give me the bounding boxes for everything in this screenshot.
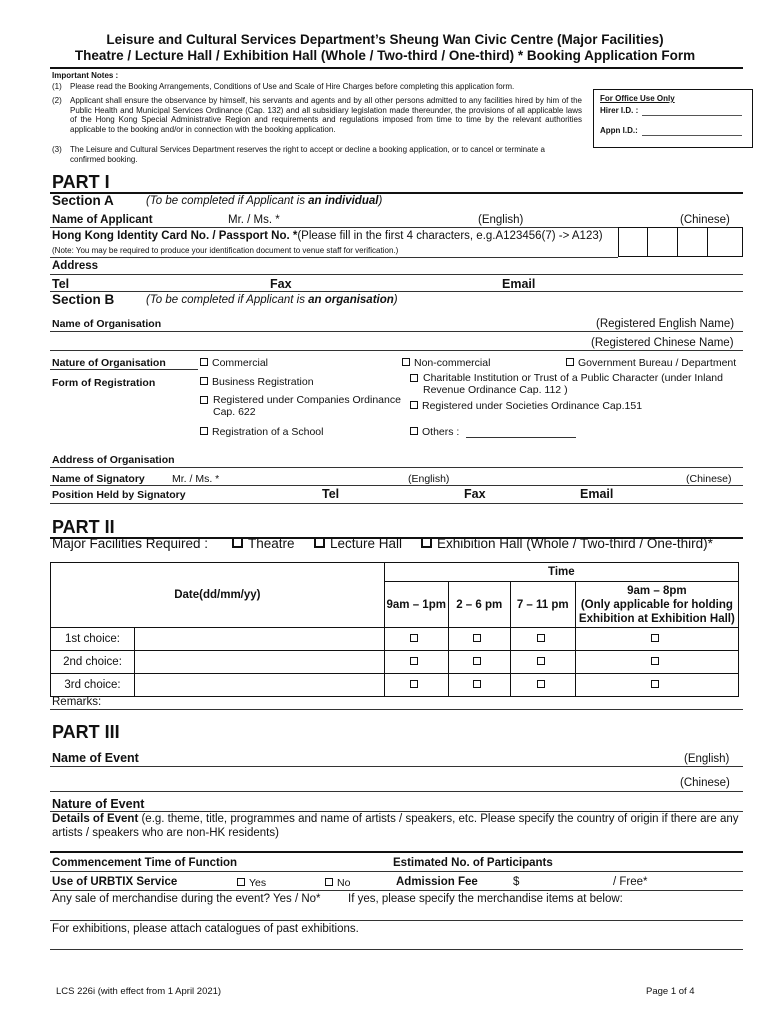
urbtix-label: Use of URBTIX Service <box>52 876 178 888</box>
exhibitions-field[interactable] <box>50 949 743 950</box>
slot-evening-header: 7 – 11 pm <box>510 582 575 628</box>
title-line-2: Theatre / Lecture Hall / Exhibition Hall (Whole / Two-third / One-third) * Booking Application Form <box>74 48 696 63</box>
reg-chinese-name-label: (Registered Chinese Name) <box>591 337 734 349</box>
hkid-note: (Note: You may be required to produce your identification document to venue staff for verification.) <box>52 246 399 255</box>
facilities-required-label: Major Facilities Required : <box>52 536 209 551</box>
slot-checkbox-cell[interactable] <box>448 674 510 697</box>
remarks-field[interactable] <box>50 709 743 710</box>
signatory-tel-label: Tel <box>322 487 340 501</box>
checkbox-icon[interactable] <box>314 537 325 548</box>
hkid-input-boxes[interactable] <box>618 227 743 257</box>
note-3-text: The Leisure and Cultural Services Department reserves the right to accept or decline a booking application, or to cancel or terminate a confirmed booking. <box>70 145 545 164</box>
choice-row-3 <box>51 674 739 697</box>
signatory-name-field[interactable] <box>50 485 743 486</box>
slot-checkbox-cell[interactable] <box>510 628 575 651</box>
date-field[interactable] <box>135 674 385 697</box>
urbtix-yes-option[interactable]: Yes <box>237 877 266 889</box>
appn-id-label: Appn I.D.: <box>600 126 638 135</box>
reg-companies-label: Registered under Companies Ordinance Cap. 622 <box>213 394 401 418</box>
commencement-label: Commencement Time of Function <box>52 857 238 869</box>
nature-gov-option[interactable]: Government Bureau / Department <box>566 357 736 369</box>
event-name-chinese-field[interactable] <box>50 791 743 792</box>
nature-of-org-label: Nature of Organisation <box>52 357 166 369</box>
signatory-label: Name of Signatory <box>52 473 145 485</box>
checkbox-icon[interactable] <box>651 634 659 642</box>
facility-lecture-hall-option[interactable]: Lecture Hall <box>314 536 402 551</box>
page-number: Page 1 of 4 <box>646 986 695 997</box>
tel-label: Tel <box>52 277 70 291</box>
checkbox-icon[interactable] <box>537 680 545 688</box>
checkbox-icon[interactable] <box>237 878 245 886</box>
notes-heading: Important Notes : <box>52 71 119 80</box>
signatory-english-label: (English) <box>408 473 450 485</box>
org-chinese-name-field[interactable] <box>50 350 743 351</box>
remarks-label: Remarks: <box>52 696 102 708</box>
part-3-title: PART III <box>52 722 120 742</box>
merchandise-items-label: If yes, please specify the merchandise items at below: <box>348 893 623 905</box>
facility-theatre-option[interactable]: Theatre <box>232 536 295 551</box>
office-use-title: For Office Use Only <box>600 94 675 103</box>
note-1-number: (1) <box>52 82 62 91</box>
position-label: Position Held by Signatory <box>52 489 186 501</box>
reg-charitable-label: Charitable Institution or Trust of a Public Character (under Inland Revenue Ordinance Cap. 112 ) <box>423 372 723 396</box>
org-english-name-field[interactable] <box>50 331 743 332</box>
nature-commercial-option[interactable]: Commercial <box>200 357 268 369</box>
booking-schedule-table <box>50 562 739 697</box>
commencement-field[interactable] <box>50 871 743 872</box>
slot-checkbox-cell[interactable] <box>448 651 510 674</box>
facility-exhibition-hall-option[interactable]: Exhibition Hall (Whole / Two-third / One-third)* <box>421 536 713 551</box>
email-label: Email <box>502 277 536 291</box>
event-name-english-field[interactable] <box>50 766 743 767</box>
reg-others-option[interactable]: Others : <box>410 426 459 438</box>
reg-others-field[interactable] <box>466 437 576 438</box>
signatory-contact-field[interactable] <box>50 503 743 504</box>
note-3-number: (3) <box>52 145 62 154</box>
date-field[interactable] <box>135 628 385 651</box>
checkbox-icon[interactable] <box>402 358 410 366</box>
dollar-sign: $ <box>513 876 520 888</box>
applicant-chinese-label: (Chinese) <box>680 214 730 226</box>
section-b-note: (To be completed if Applicant is an organisation) <box>146 294 398 306</box>
section-a-title: Section A <box>52 193 114 208</box>
checkbox-icon[interactable] <box>537 657 545 665</box>
admission-fee-label: Admission Fee <box>396 876 478 888</box>
choice-label: 3rd choice: <box>51 674 135 697</box>
contact-field[interactable] <box>50 291 743 292</box>
slot-checkbox-cell[interactable] <box>510 651 575 674</box>
slot-morning-header: 9am – 1pm <box>384 582 448 628</box>
hirer-id-field[interactable] <box>642 115 742 116</box>
section-b-title: Section B <box>52 292 115 307</box>
signatory-email-label: Email <box>580 487 614 501</box>
checkbox-icon[interactable] <box>473 634 481 642</box>
details-of-event-label: Details of Event (e.g. theme, title, programmes and name of artists / speakers, etc. Please specify the country of origin if there are any artists / speakers who are non-HK residents) <box>52 813 739 839</box>
slot-checkbox-cell[interactable] <box>384 651 448 674</box>
checkbox-icon[interactable] <box>651 680 659 688</box>
signatory-chinese-label: (Chinese) <box>686 473 732 485</box>
reg-school-option[interactable]: Registration of a School <box>200 426 323 438</box>
participants-label: Estimated No. of Participants <box>393 857 553 869</box>
form-of-registration-label: Form of Registration <box>52 377 156 389</box>
part-2-title: PART II <box>52 517 115 537</box>
slot-fullday-header: 9am – 8pm (Only applicable for holding Exhibition at Exhibition Hall) <box>575 582 738 628</box>
note-2-number: (2) <box>52 96 62 105</box>
slot-checkbox-cell[interactable] <box>575 651 738 674</box>
slot-checkbox-cell[interactable] <box>384 628 448 651</box>
org-address-field[interactable] <box>50 467 743 468</box>
reg-english-name-label: (Registered English Name) <box>596 318 735 330</box>
checkbox-icon[interactable] <box>410 657 418 665</box>
slot-checkbox-cell[interactable] <box>575 628 738 651</box>
checkbox-icon[interactable] <box>410 401 418 409</box>
applicant-title: Mr. / Ms. * <box>228 214 280 226</box>
checkbox-icon[interactable] <box>410 680 418 688</box>
urbtix-no-option[interactable]: No <box>325 877 350 889</box>
reg-societies-option[interactable]: Registered under Societies Ordinance Cap.151 <box>410 400 642 412</box>
reg-business-option[interactable]: Business Registration <box>200 376 314 388</box>
checkbox-icon[interactable] <box>537 634 545 642</box>
slot-checkbox-cell[interactable] <box>575 674 738 697</box>
choice-row-2 <box>51 651 739 674</box>
applicant-english-label: (English) <box>478 214 524 226</box>
form-code: LCS 226i (with effect from 1 April 2021) <box>56 986 222 997</box>
choice-row-1 <box>51 628 739 651</box>
exhibitions-note: For exhibitions, please attach catalogues of past exhibitions. <box>52 923 359 935</box>
org-address-label: Address of Organisation <box>52 454 175 466</box>
reg-charitable-checkbox[interactable] <box>410 373 422 385</box>
slot-afternoon-header: 2 – 6 pm <box>448 582 510 628</box>
event-name-label: Name of Event <box>52 751 139 765</box>
checkbox-icon[interactable] <box>200 358 208 366</box>
address-label: Address <box>52 260 99 272</box>
admission-fee-field[interactable] <box>50 890 743 891</box>
address-field[interactable] <box>50 274 743 275</box>
checkbox-icon[interactable] <box>473 680 481 688</box>
signatory-title: Mr. / Ms. * <box>172 473 220 485</box>
note-1-text: Please read the Booking Arrangements, Conditions of Use and Scale of Hire Charges before completing this application form. <box>70 82 515 91</box>
checkbox-icon[interactable] <box>325 878 333 886</box>
appn-id-field[interactable] <box>642 135 742 136</box>
event-chinese-label: (Chinese) <box>680 777 730 789</box>
nature-noncommercial-option[interactable]: Non-commercial <box>402 357 490 369</box>
slot-checkbox-cell[interactable] <box>510 674 575 697</box>
hkid-label: Hong Kong Identity Card No. / Passport No. *(Please fill in the first 4 characters, e.g.A123456(7) -> A123) <box>52 230 603 242</box>
title-line-1: Leisure and Cultural Services Department’s Sheung Wan Civic Centre (Major Facilities) <box>106 32 664 47</box>
merchandise-question: Any sale of merchandise during the event? Yes / No* <box>52 893 321 905</box>
signatory-fax-label: Fax <box>464 487 486 501</box>
choice-label: 1st choice: <box>51 628 135 651</box>
section-a-note: (To be completed if Applicant is an individual) <box>146 195 383 207</box>
event-english-label: (English) <box>684 753 730 765</box>
date-field[interactable] <box>135 651 385 674</box>
note-2-text: Applicant shall ensure the observance by himself, his servants and agents and by all other persons admitted to any facilities hired by him of the Public Health and Municipal Services Ordinance (Cap. 132) and all subsidiary legislation made thereunder, the provisions of all applicable laws of the Hong Kong Special Administrative Region and requirements and regulations imposed from time to time by the relevant authorities applicable to the booking and/or in connection with the booking application. <box>70 96 582 134</box>
name-of-applicant-label: Name of Applicant <box>52 214 153 226</box>
time-header: Time <box>384 563 738 582</box>
checkbox-icon[interactable] <box>651 657 659 665</box>
checkbox-icon[interactable] <box>200 396 208 404</box>
hirer-id-label: Hirer I.D. : <box>600 106 639 115</box>
slot-checkbox-cell[interactable] <box>448 628 510 651</box>
nature-of-event-label: Nature of Event <box>52 797 145 811</box>
checkbox-icon[interactable] <box>200 427 208 435</box>
checkbox-icon[interactable] <box>410 634 418 642</box>
fax-label: Fax <box>270 277 292 291</box>
checkbox-icon[interactable] <box>566 358 574 366</box>
checkbox-icon[interactable] <box>232 537 243 548</box>
reg-companies-checkbox[interactable] <box>200 395 212 407</box>
free-option: / Free* <box>613 876 648 888</box>
checkbox-icon[interactable] <box>410 374 418 382</box>
date-header: Date(dd/mm/yy) <box>51 563 385 628</box>
slot-checkbox-cell[interactable] <box>384 674 448 697</box>
part-1-title: PART I <box>52 172 110 192</box>
checkbox-icon[interactable] <box>473 657 481 665</box>
checkbox-icon[interactable] <box>421 537 432 548</box>
checkbox-icon[interactable] <box>410 427 418 435</box>
choice-label: 2nd choice: <box>51 651 135 674</box>
merchandise-field[interactable] <box>50 920 743 921</box>
checkbox-icon[interactable] <box>200 377 208 385</box>
org-name-label: Name of Organisation <box>52 318 162 330</box>
